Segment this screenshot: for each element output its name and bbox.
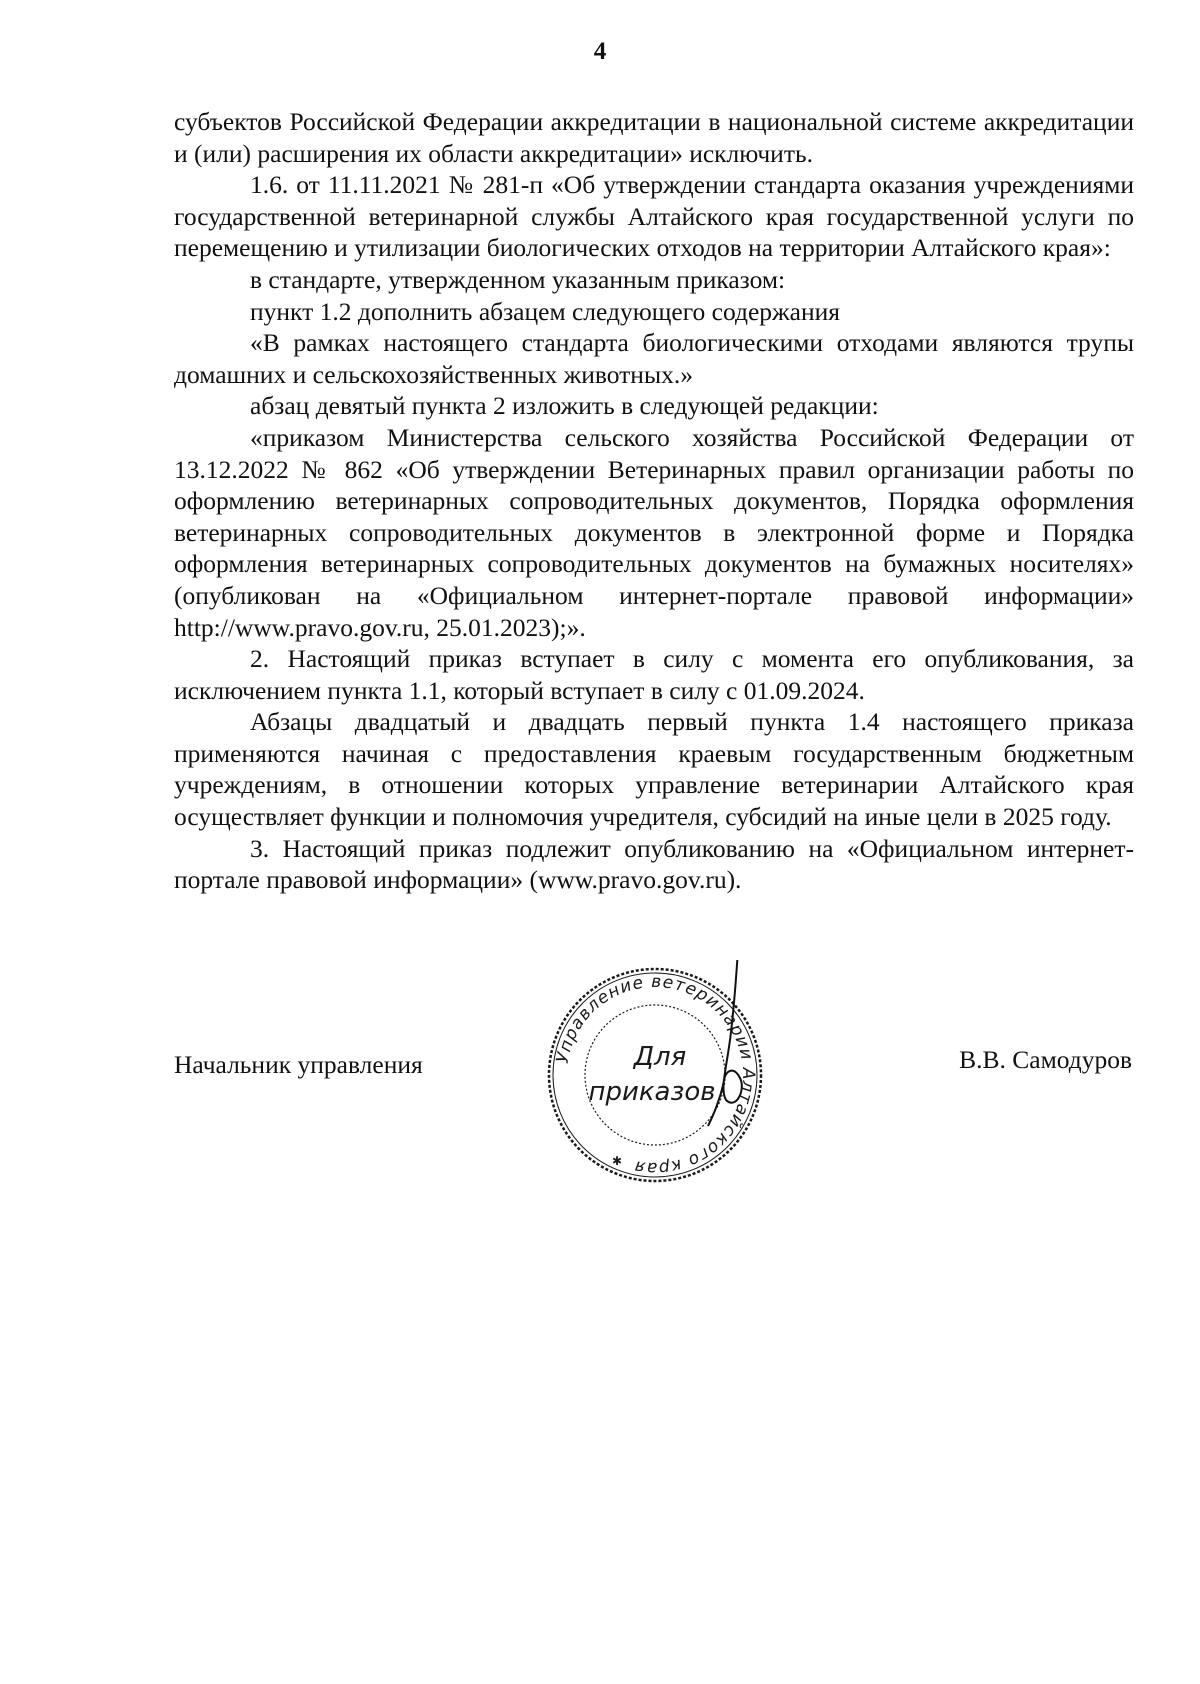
paragraph-ninth-abzac: абзац девятый пункта 2 изложить в следующей редакции: [250, 391, 879, 421]
seal-inner-ring [585, 1005, 725, 1145]
page-number: 4 [593, 38, 607, 65]
seal-graphic [540, 960, 770, 1190]
document-body [174, 106, 1134, 896]
paragraph-abzacy-20-21: Абзацы двадцатый и двадцать первый пункта 1.4 настоящего приказа применяются начиная с предоставления краевым государственным бюджетным учреждениям, в отношении которых управление ветеринарии Алтайского края осуществляет функции и полномочия учредителя, субсидий на иные цели в 2025 году. [174, 707, 1134, 832]
seal-center-line-2: приказов [588, 1077, 716, 1107]
paragraph-item-1-6: 1.6. от 11.11.2021 № 281-п «Об утверждении стандарта оказания учреждениями государственной ветеринарной службы Алтайского края государственной услуги по перемещению и утилизации биологических отходов на территории Алтайского края»: [174, 170, 1134, 263]
paragraph-quote-bio-waste: «В рамках настоящего стандарта биологическими отходами являются трупы домашних и сельскохозяйственных животных.» [174, 328, 1134, 389]
paragraph-quote-ministry-order: «приказом Министерства сельского хозяйства Российской Федерации от 13.12.2022 № 862 «Об утверждении Ветеринарных правил организации работы по оформлению ветеринарных сопроводительных документов, Порядка оформления ветеринарных сопроводительных документов в электронной форме и Порядка оформления ветеринарных сопроводительных документов на бумажных носителях» (опубликован на «Официальном интернет-портале правовой информации» http://www.pravo.gov.ru, 25.01.2023);». [174, 422, 1134, 642]
seal-star-icon: ✱ [612, 1154, 623, 1168]
paragraph-standard-intro: в стандарте, утвержденном указанным приказом: [250, 264, 786, 294]
paragraph-point-1-2: пункт 1.2 дополнить абзацем следующего содержания [250, 296, 841, 326]
seal-ring-text: Управление ветеринарии Алтайского края [552, 971, 759, 1179]
signature-title: Начальник управления [174, 1050, 423, 1079]
official-seal [540, 960, 770, 1190]
paragraph-continuation: субъектов Российской Федерации аккредитации в национальной системе аккредитации и (или) расширения их области аккредитации» исключить. [174, 107, 1134, 168]
seal-outer-ring [549, 969, 761, 1181]
signature-name: В.В. Самодуров [959, 1045, 1132, 1074]
paragraph-item-3: 3. Настоящий приказ подлежит опубликованию на «Официальном интернет-портале правовой информации» (www.pravo.gov.ru). [174, 833, 1134, 895]
paragraph-item-2: 2. Настоящий приказ вступает в силу с момента его опубликования, за исключением пункта 1.1, который вступает в силу с 01.09.2024. [174, 644, 1134, 705]
seal-center-line-1: Для [633, 1042, 687, 1072]
